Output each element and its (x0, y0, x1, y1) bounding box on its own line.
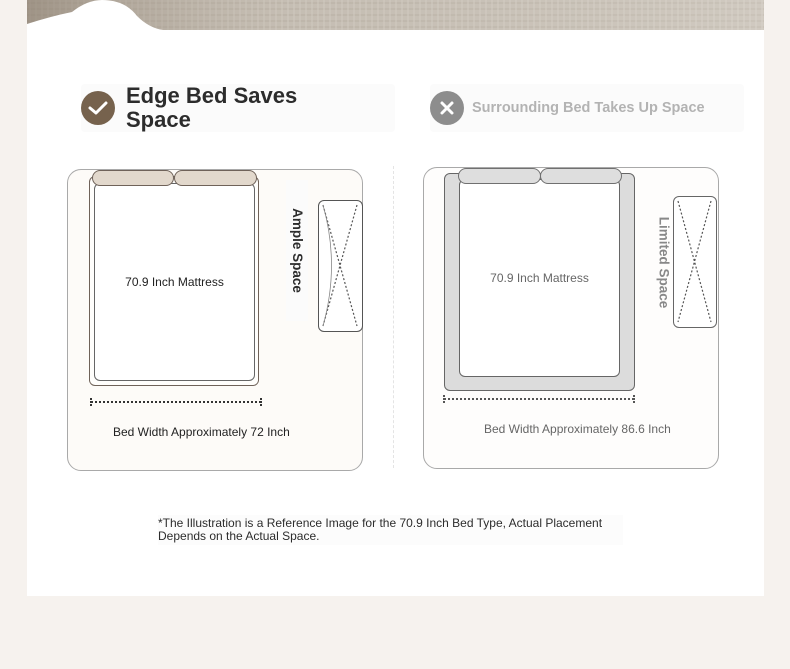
pillow-right (540, 168, 622, 184)
nightstand (673, 196, 717, 328)
edge-bed-diagram (67, 169, 363, 471)
width-dimension-line (444, 398, 634, 400)
close-icon (430, 91, 464, 125)
width-dimension-line (91, 401, 261, 403)
divider (393, 166, 394, 468)
check-icon (81, 91, 115, 125)
comparison-card (27, 0, 764, 596)
pillow-left (92, 170, 174, 186)
bed-width-label: Bed Width Approximately 72 Inch (113, 425, 290, 439)
nightstand (318, 200, 363, 332)
pillow-left (458, 168, 541, 184)
hero-photo-strip (27, 0, 764, 30)
space-label: Ample Space (286, 180, 308, 321)
edge-bed-heading (81, 84, 395, 132)
mattress (94, 183, 255, 381)
edge-bed-title: Edge Bed Saves Space (126, 83, 298, 132)
mattress (459, 179, 620, 377)
surrounding-bed-heading (430, 84, 744, 132)
disclaimer-note: *The Illustration is a Reference Image for the 70.9 Inch Bed Type, Actual Placement Depends on the Actual Space. (158, 515, 623, 545)
mattress-label: 70.9 Inch Mattress (125, 275, 224, 289)
pillow-right (174, 170, 257, 186)
space-label: Limited Space (656, 216, 672, 308)
surrounding-bed-diagram (423, 167, 719, 469)
mattress-label: 70.9 Inch Mattress (490, 271, 589, 285)
surrounding-bed-title: Surrounding Bed Takes Up Space (472, 100, 705, 116)
bed-width-label: Bed Width Approximately 86.6 Inch (484, 422, 671, 436)
